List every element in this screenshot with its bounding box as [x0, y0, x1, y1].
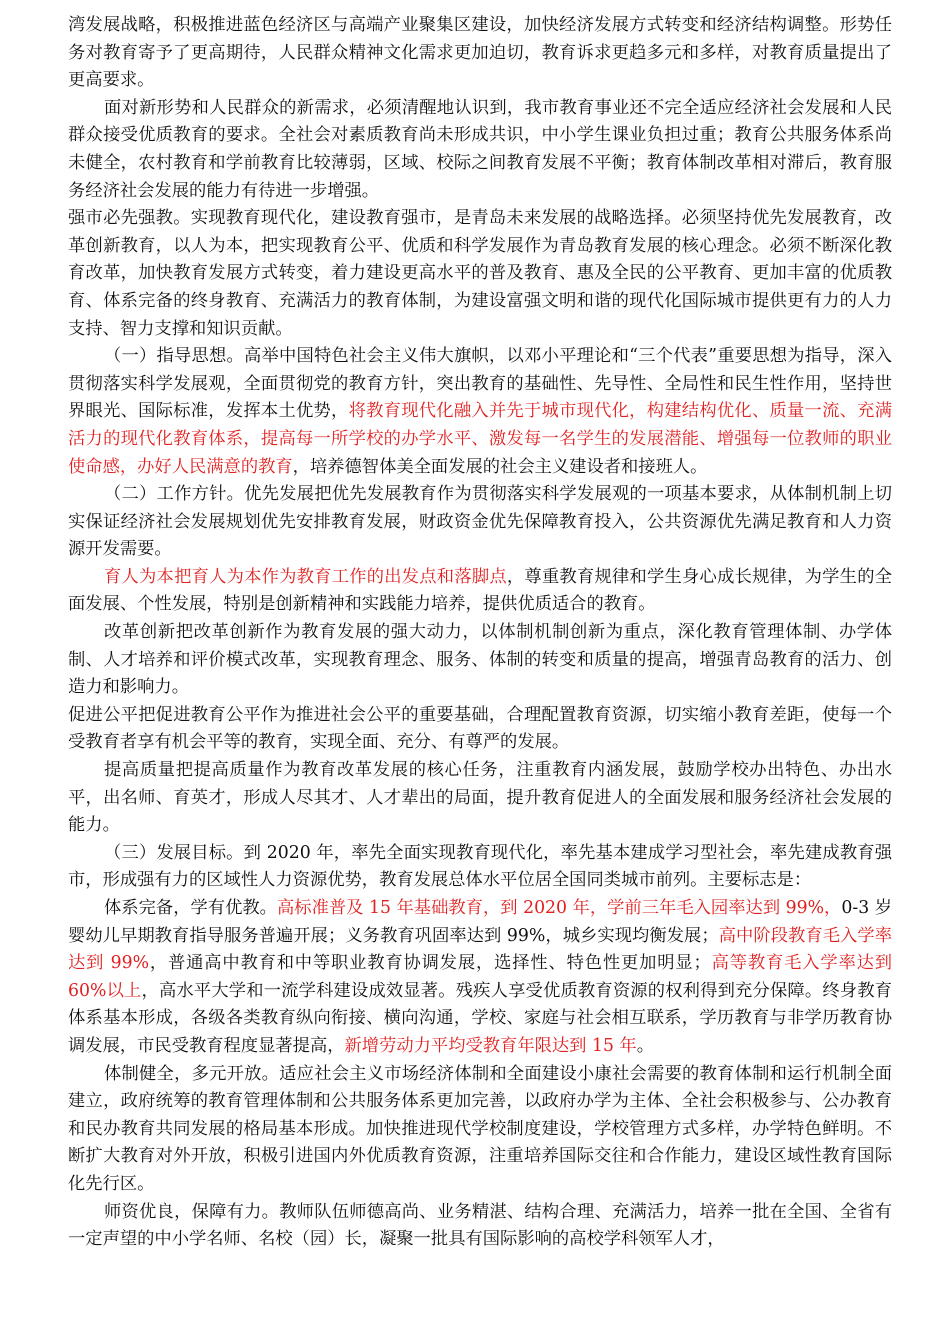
- paragraph: [68, 12, 892, 95]
- paragraph: [68, 481, 892, 564]
- body-text: 湾发展战略，积极推进蓝色经济区与高端产业聚集区建设，加快经济发展方式转变和经济结构调整。形势任务对教育寄予了更高期待，人民群众精神文化需求更加迫切，教育诉求更趋多元和多样，对教育质量提出了更高要求。: [68, 15, 892, 91]
- body-text: ，培养德智体美全面发展的社会主义建设者和接班人。: [292, 456, 708, 477]
- paragraph: [68, 564, 892, 619]
- body-text: 面对新形势和人民群众的新需求，必须清醒地认识到，我市教育事业还不完全适应经济社会发展和人民群众接受优质教育的要求。全社会对素质教育尚未形成共识，中小学生课业负担过重；教育公共服务体系尚未健全，农村教育和学前教育比较薄弱，区域、校际之间教育发展不平衡；教育体制改革相对滞后，教育服务经济社会发展的能力有待进一步增强。: [68, 97, 892, 201]
- body-text: 体系完备，学有优教。: [104, 898, 277, 918]
- body-text: ，尊重教育规律和学生身心成长规律，为学生的全面发展、个性发展，特别是创新精神和实践能力培养，提供优质适合的教育。: [68, 566, 892, 615]
- body-text: 。: [636, 1035, 655, 1056]
- body-text: 师资优良，保障有力。教师队伍师德高尚、业务精湛、结构合理、充满活力，培养一批在全国、全省有一定声望的中小学名师、名校（园）长，凝聚一批具有国际影响的高校学科领军人才，: [68, 1201, 892, 1250]
- body-text: （二）工作方针。优先发展把优先发展教育作为贯彻落实科学发展观的一项基本要求，从体制机制上切实保证经济社会发展规划优先安排教育发展，财政资金优先保障教育投入，公共资源优先满足教育和人力资源开发需要。: [68, 484, 892, 560]
- paragraph: [68, 619, 892, 702]
- highlighted-text: 高标准普及 15 年基础教育，到 2020 年，学前三年毛入园率达到 99%，: [276, 898, 842, 918]
- body-text: 体制健全，多元开放。适应社会主义市场经济体制和全面建设小康社会需要的教育体制和运行机制全面建立，政府统筹的教育管理体制和公共服务体系更加完善，以政府办学为主体、全社会积极参与、公办教育和民办教育共同发展的格局基本形成。加快推进现代学校制度建设，学校管理方式多样，办学特色鲜明。不断扩大教育对外开放，积极引进国内外优质教育资源，注重培养国际交往和合作能力，建设区域性教育国际化先行区。: [68, 1063, 892, 1194]
- paragraph: [68, 895, 892, 1061]
- highlighted-text: 新增劳动力平均受教育年限达到 15 年: [344, 1035, 637, 1056]
- paragraph: [68, 1061, 892, 1199]
- paragraph: [68, 205, 892, 343]
- paragraph: [68, 840, 892, 895]
- paragraph: [68, 343, 892, 481]
- body-text: 0-3 岁婴幼儿早期教育指导服务普遍开展；义务教育巩固率达到 99%，城乡实现均衡发展；: [68, 898, 892, 946]
- body-text: 提高质量把提高质量作为教育改革发展的核心任务，注重教育内涵发展，鼓励学校办出特色、办出水平，出名师、育英才，形成人尽其才、人才辈出的局面，提升教育促进人的全面发展和服务经济社会发展的能力。: [68, 760, 892, 836]
- highlighted-text: 将教育现代化融入并先于城市现代化，构建结构优化、质量一流、充满活力的现代化教育体系，提高每一所学校的办学水平、激发每一名学生的发展潜能、增强每一位教师的职业使命感，办好人民满意的教育: [68, 401, 892, 477]
- body-text: （一）指导思想。高举中国特色社会主义伟大旗帜，以邓小平理论和“三个代表”重要思想为指导，深入贯彻落实科学发展观，全面贯彻党的教育方针，突出教育的基础性、先导性、全局性和民生性作用，坚持世界眼光、国际标准，发挥本土优势，: [68, 346, 892, 422]
- highlighted-text: 高等教育毛入学率达到 60%以上: [68, 953, 892, 1001]
- highlighted-text: 高中阶段教育毛入学率达到 99%: [68, 925, 892, 974]
- body-text: （三）发展目标。到 2020 年，率先全面实现教育现代化，率先基本建成学习型社会，率先建成教育强市，形成强有力的区域性人力资源优势，教育发展总体水平位居全国同类城市前列。主要标志是：: [68, 842, 892, 891]
- paragraph: [68, 95, 892, 205]
- body-text: 改革创新把改革创新作为教育发展的强大动力，以体制机制创新为重点，深化教育管理体制、办学体制、人才培养和评价模式改革，实现教育理念、服务、体制的转变和质量的提高，增强青岛教育的活力、创造力和影响力。: [68, 622, 892, 698]
- paragraph: [68, 757, 892, 840]
- body-text: ，高水平大学和一流学科建设成效显著。残疾人享受优质教育资源的权利得到充分保障。终身教育体系基本形成，各级各类教育纵向衔接、横向沟通，学校、家庭与社会相互联系，学历教育与非学历教育协调发展，市民受教育程度显著提高，: [68, 980, 892, 1056]
- paragraph: [68, 1199, 892, 1254]
- paragraph: [68, 702, 892, 757]
- body-text: ，普通高中教育和中等职业教育协调发展，选择性、特色性更加明显；: [149, 953, 711, 974]
- highlighted-text: 育人为本把育人为本作为教育工作的出发点和落脚点: [104, 566, 507, 587]
- body-text: 促进公平把促进教育公平作为推进社会公平的重要基础，合理配置教育资源，切实缩小教育差距，使每一个受教育者享有机会平等的教育，实现全面、充分、有尊严的发展。: [68, 704, 892, 753]
- body-text: 强市必先强教。实现教育现代化，建设教育强市，是青岛未来发展的战略选择。必须坚持优先发展教育，改革创新教育，以人为本，把实现教育公平、优质和科学发展作为青岛教育发展的核心理念。必须不断深化教育改革，加快教育发展方式转变，着力建设更高水平的普及教育、惠及全民的公平教育、更加丰富的优质教育、体系完备的终身教育、充满活力的教育体制，为建设富强文明和谐的现代化国际城市提供更有力的人力支持、智力支撑和知识贡献。: [68, 208, 892, 339]
